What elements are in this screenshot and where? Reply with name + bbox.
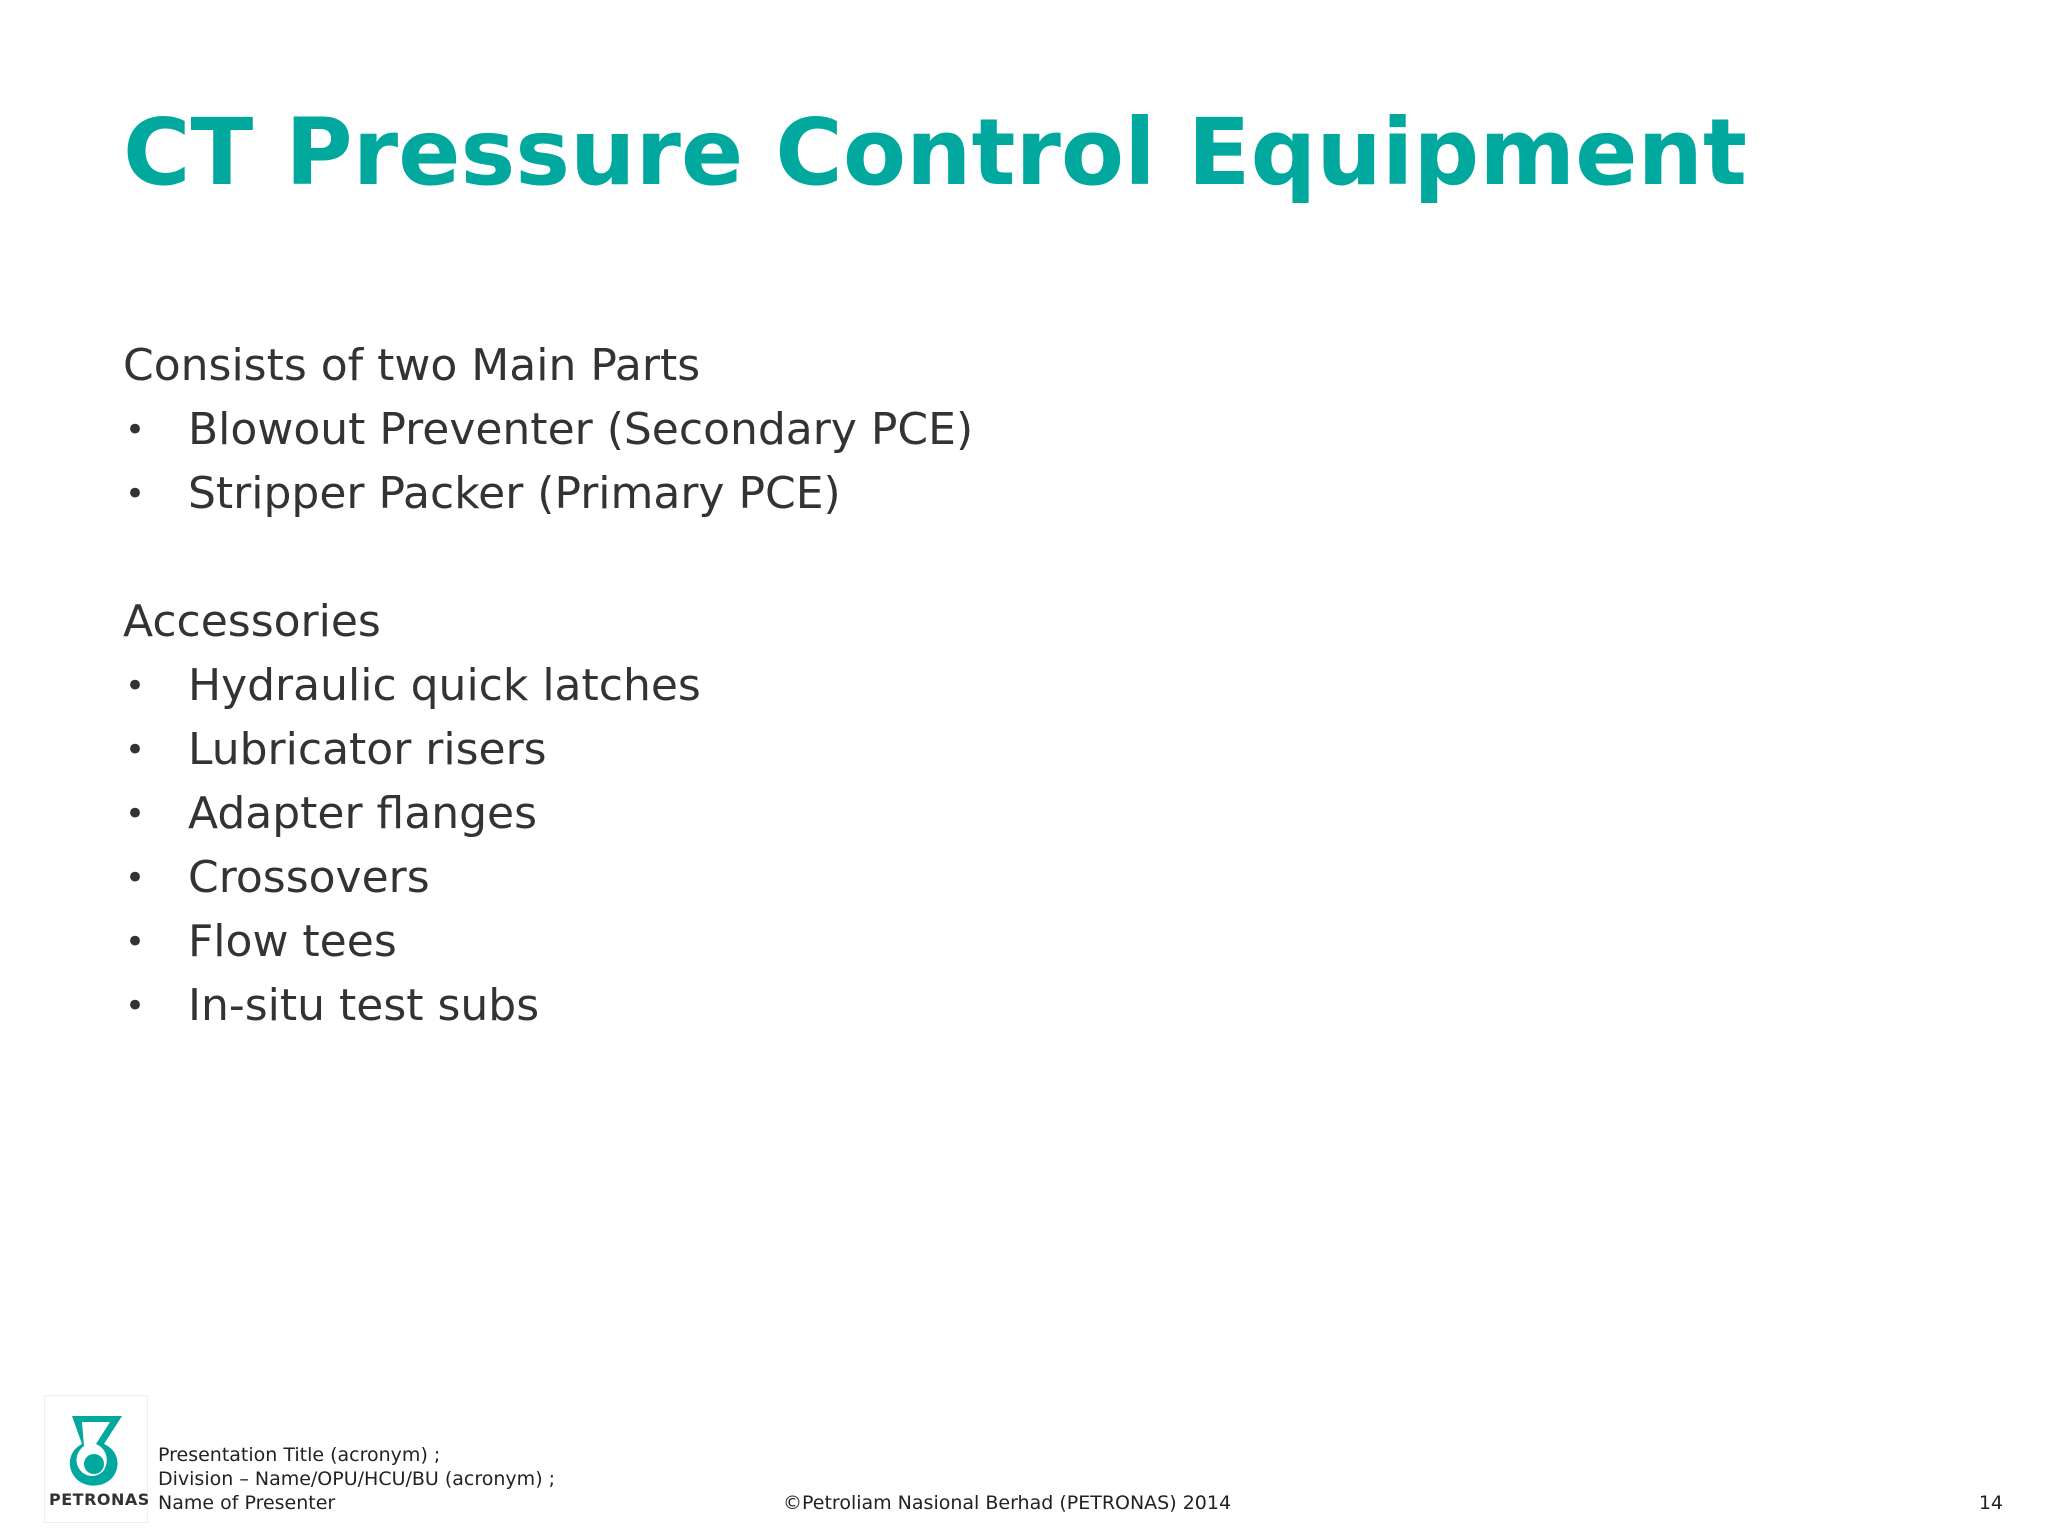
section-accessories [123, 590, 1923, 1038]
list-item-text: Adapter flanges [188, 788, 538, 839]
list-item [123, 782, 1923, 846]
section-heading: Consists of two Main Parts [123, 340, 701, 391]
logo-text: PETRONAS [49, 1490, 150, 1509]
section-heading: Accessories [123, 596, 381, 647]
presenter-line: Name of Presenter [158, 1492, 336, 1514]
bullet-icon: • [125, 410, 146, 450]
petronas-logo-icon [66, 1414, 128, 1488]
list-item [123, 398, 1923, 462]
list-item-text: Stripper Packer (Primary PCE) [188, 468, 841, 519]
list-item-text: Flow tees [188, 916, 397, 967]
list-item [123, 910, 1923, 974]
list-item-text: Blowout Preventer (Secondary PCE) [188, 404, 974, 455]
bullet-icon: • [125, 922, 146, 962]
bullet-icon: • [125, 730, 146, 770]
bullet-list [123, 654, 1923, 1038]
copyright-text: ©Petroliam Nasional Berhad (PETRONAS) 2014 [783, 1492, 1232, 1514]
presentation-info [158, 1443, 555, 1515]
bullet-icon: • [125, 986, 146, 1026]
list-item [123, 974, 1923, 1038]
page-number: 14 [1978, 1492, 2003, 1514]
presentation-title-line: Presentation Title (acronym) ; [158, 1444, 441, 1466]
list-item-text: In-situ test subs [188, 980, 540, 1031]
bullet-icon: • [125, 858, 146, 898]
petronas-logo [44, 1395, 148, 1523]
slide-title: CT Pressure Control Equipment [123, 99, 1747, 206]
slide-content [123, 334, 1923, 1038]
list-item-text: Hydraulic quick latches [188, 660, 701, 711]
list-item [123, 654, 1923, 718]
division-line: Division – Name/OPU/HCU/BU (acronym) ; [158, 1468, 556, 1490]
slide-footer [0, 1395, 2048, 1536]
bullet-icon: • [125, 794, 146, 834]
bullet-icon: • [125, 474, 146, 514]
bullet-list [123, 398, 1923, 526]
list-item [123, 846, 1923, 910]
spacer [123, 526, 1923, 590]
bullet-icon: • [125, 666, 146, 706]
list-item-text: Crossovers [188, 852, 430, 903]
list-item-text: Lubricator risers [188, 724, 547, 775]
list-item [123, 718, 1923, 782]
list-item [123, 462, 1923, 526]
section-main-parts [123, 334, 1923, 526]
